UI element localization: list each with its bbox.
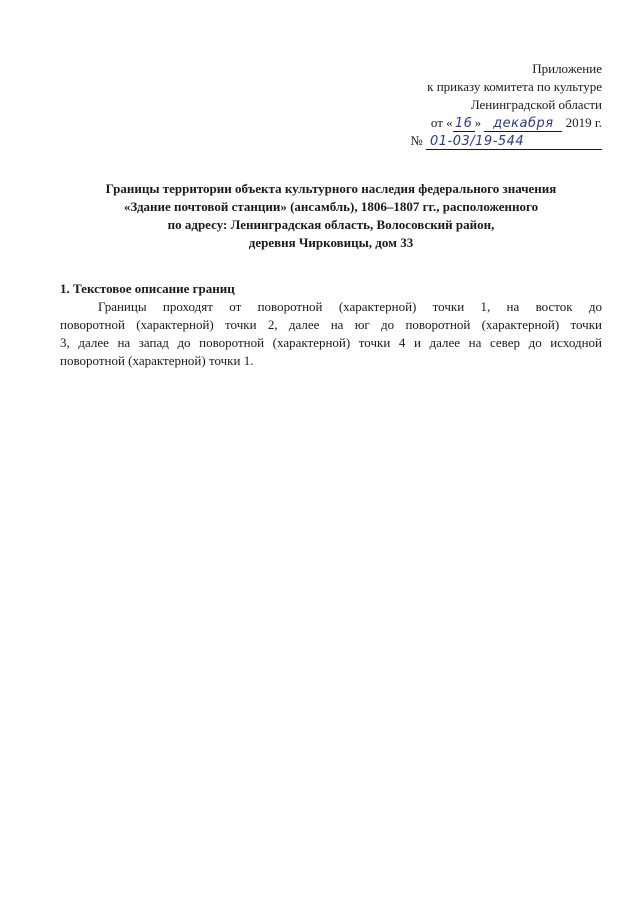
document-title — [60, 180, 602, 252]
title-line-3: по адресу: Ленинградская область, Волосовский район, — [167, 217, 495, 232]
appendix-block — [410, 60, 602, 150]
appendix-region: Ленинградской области — [470, 97, 602, 112]
title-line-4: деревня Чирковицы, дом 33 — [248, 235, 414, 250]
date-month-field — [484, 115, 562, 132]
title-line-2: «Здание почтовой станции» (ансамбль), 1806–1807 гг., расположенного — [123, 199, 539, 214]
date-mid: » — [474, 115, 482, 130]
date-month-handwritten: декабря — [493, 116, 554, 131]
paragraph-line-4: поворотной (характерной) точки 1. — [60, 353, 254, 368]
section-1-paragraph — [60, 298, 602, 370]
date-day-field — [453, 115, 475, 132]
paragraph-line-1: Границы проходят от поворотной (характерной) точки 1, на восток до — [98, 299, 602, 314]
title-line-1: Границы территории объекта культурного наследия федерального значения — [105, 181, 557, 196]
appendix-title: Приложение — [532, 61, 602, 76]
appendix-order-ref: к приказу комитета по культуре — [427, 79, 602, 94]
section-1-heading: 1. Текстовое описание границ — [60, 281, 235, 296]
appendix-date-line — [410, 114, 602, 132]
paragraph-line-2: поворотной (характерной) точки 2, далее на юг до поворотной (характерной) точки — [60, 317, 602, 332]
date-year: 2019 г. — [565, 115, 602, 130]
appendix-number-line — [410, 132, 602, 150]
date-day-handwritten: 16 — [454, 116, 473, 131]
date-prefix: от « — [430, 115, 453, 130]
number-field — [426, 133, 602, 150]
number-handwritten: 01-03/19-544 — [430, 134, 525, 149]
paragraph-line-3: 3, далее на запад до поворотной (характерной) точки 4 и далее на север до исходной — [60, 335, 602, 350]
number-prefix: № — [410, 133, 423, 148]
